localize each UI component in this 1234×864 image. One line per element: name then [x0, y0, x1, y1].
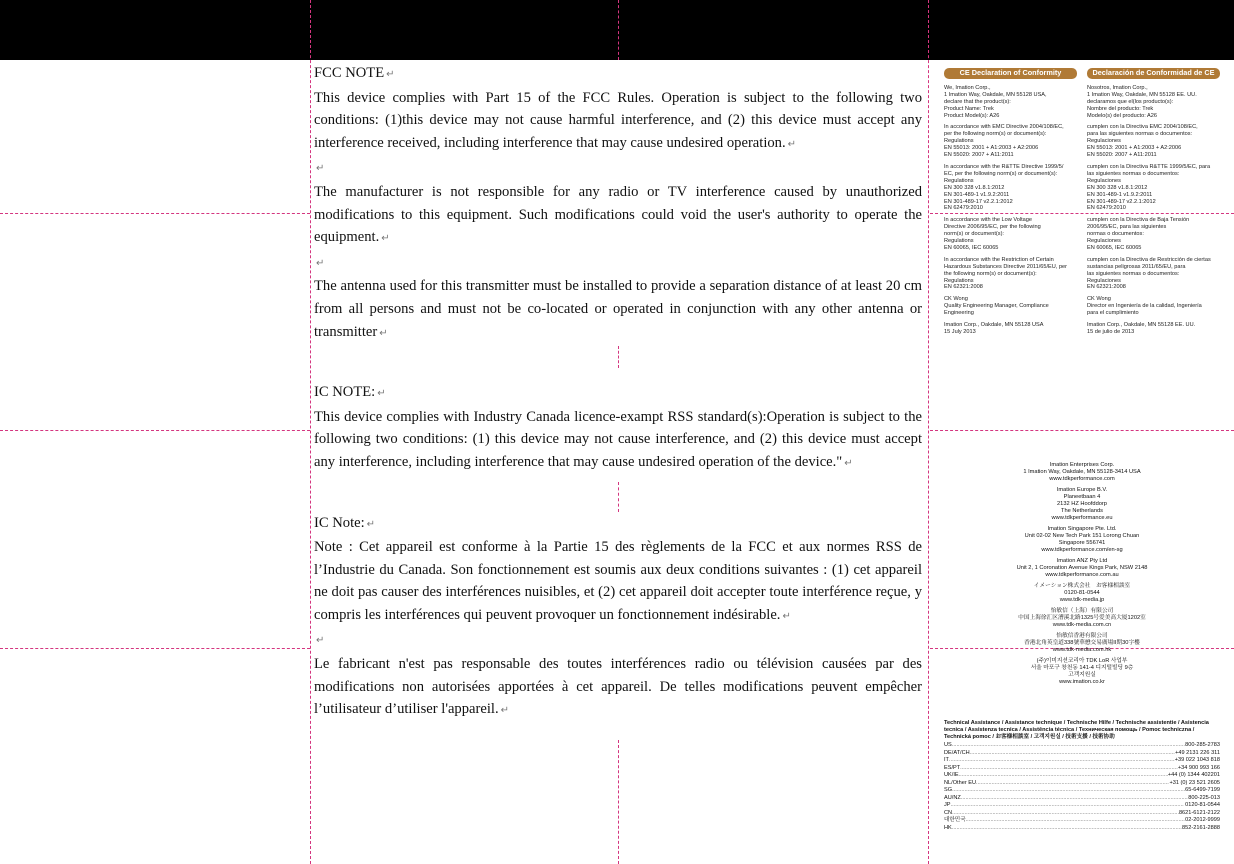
phone-row — [944, 817, 1220, 825]
company-addresses — [944, 462, 1220, 690]
fcc-note-title: FCC NOTE ↵ — [314, 65, 395, 81]
paragraph-mark: ↵ — [782, 610, 791, 622]
phone-region: DE/AT/CH — [944, 749, 970, 756]
phone-number: 0120-81-0544 — [1185, 802, 1220, 808]
phone-row — [944, 757, 1220, 765]
ce-header: CE Declaration of Conformity — [944, 68, 1077, 79]
paragraph-mark: ↵ — [366, 518, 376, 530]
guide-line-horizontal — [0, 648, 310, 649]
phone-number: 800-285-2783 — [1185, 742, 1220, 748]
ce-block: Imation Corp., Oakdale, MN 55128 EE. UU. 15 de julio de 2013 — [1087, 322, 1196, 335]
phone-number: +34 900 993 166 — [1177, 764, 1220, 771]
phone-region: HK — [944, 824, 952, 831]
phone-number: +39 022 1043 818 — [1174, 757, 1220, 763]
ce-block: cumplen con la Directiva de Baja Tensión 2006/95/EC, para las siguientes normas o documentos: Regulaciones EN 60065, IEC 60065 — [1087, 217, 1190, 251]
ce-block: In accordance with the Low Voltage Directive 2006/95/EC, per the following norm(s) or document(s): Regulations EN 60065, IEC 60065 — [944, 217, 1041, 251]
phone-row — [944, 772, 1220, 780]
phone-region: JP — [944, 802, 951, 808]
phone-number: 800-225-013 — [1188, 794, 1220, 801]
guide-line-vertical — [618, 0, 619, 60]
paragraph-mark: ↵ — [316, 257, 325, 269]
ce-block: We, Imation Corp., 1 Imation Way, Oakdale, MN 55128 USA, declare that the product(s): Product Name: Trek Product Model(s): A26 — [944, 84, 1047, 119]
phone-number: +49 2131 226 311 — [1175, 749, 1220, 756]
paragraph-mark: ↵ — [316, 635, 325, 647]
fcc-note-paragraph: The manufacturer is not responsible for any radio or TV interference caused by unauthorized modifications to this equipment. Such modifications could void the user's authority to operate the equipment. ↵ — [314, 183, 922, 246]
ic-note-title: IC NOTE: ↵ — [314, 384, 386, 401]
phone-row — [944, 795, 1220, 803]
address-block: Imation Singapore Pte. Ltd. Unit 02-02 New Tech Park 151 Lorong Chuan Singapore 556741 www.tdkperformance.com/en-sg — [1024, 526, 1140, 553]
empty-paragraph — [314, 156, 922, 181]
phone-number: 852-2161-2888 — [1182, 824, 1220, 831]
regulatory-notes — [314, 62, 922, 723]
ce-block: CK Wong Quality Engineering Manager, Compliance Engineering — [944, 296, 1049, 317]
ce-block: In accordance with the R&TTE Directive 1999/5/ EC, per the following norm(s) or document(s): Regulations EN 300 328 v1.8.1:2012 EN 301-489-1 v1.9.2:2011 EN 301-489-17 v2.2.1:2012 EN 62479:2010 — [944, 163, 1064, 212]
ce-block: cumplen con la Directiva EMC 2004/108/EC, para las siguientes normas o documentos: Regulaciones EN 55013: 2001 + A1:2003 + A2:2006 EN 55020: 2007 + A11:2011 — [1087, 124, 1198, 159]
ce-declaration-spanish — [1087, 68, 1220, 341]
phone-number: +44 (0) 1344 402201 — [1167, 772, 1220, 778]
ic-note-fr-title: IC Note: ↵ — [314, 514, 376, 531]
fcc-note-paragraph: This device complies with Part 15 of the FCC Rules. Operation is subject to the following two conditions: (1)this device may not cause harmful interference, and (2) this device must accept any interference received, including interference that may cause undesired operation. ↵ — [314, 89, 922, 151]
phone-region: IT — [944, 757, 949, 763]
ce-declarations — [944, 68, 1220, 341]
address-block: 怡敏信香港有限公司 香港北角英皇道338號華懋交易廣場II期30字樓 www.tdk-media.com.hk — [1024, 633, 1140, 653]
ic-note-paragraph: This device complies with Industry Canada licence-exampt RSS standard(s):Operation is subject to the following two conditions: (1) this device may not cause interference, and (2) this device must accept any interference, including interference that may cause undesired operation of the device." ↵ — [314, 408, 922, 470]
phone-region: UK/IE — [944, 772, 959, 778]
empty-paragraph — [314, 628, 922, 653]
ce-block: In accordance with EMC Directive 2004/108/EC, per the following norm(s) or document(s): Regulations EN 55013: 2001 + A1:2003 + A2:2006 EN 55020: 2007 + A11:2011 — [944, 124, 1064, 159]
paragraph-mark: ↵ — [386, 69, 395, 80]
phone-number: +31 (0) 23 521 2605 — [1169, 779, 1220, 786]
empty-paragraph — [314, 251, 922, 276]
ce-block: Nosotros, Imation Corp., 1 Imation Way, Oakdale, MN 55128 EE. UU. declaramos que el(los producto(s): Nombre del producto: Trek Modelo(s) del producto: A26 — [1087, 84, 1197, 119]
ce-block: CK Wong Director en Ingeniería de la calidad, Ingeniería para el cumplimiento — [1087, 296, 1202, 317]
technical-assistance-title: Technical Assistance / Assistance technique / Technische Hilfe / Technische assistentie / Asistencia tecnica / Assistenza tecnica / Assistência técnica / Техническая помощь / Pomoc techniczna / Technická pomoc / お客様相談室 / 고객지원실 / 技術支援 / 技術协助 — [944, 720, 1209, 740]
ce-declaration-english — [944, 68, 1077, 341]
ic-note-fr-paragraph: Le fabricant n'est pas responsable des toutes interférences radio ou télévision causées par des modifications non autorisées apportées à cet appareil. De telles modifications peuvent empêcher l’utilisateur d’utiliser l'appareil. ↵ — [314, 656, 922, 718]
address-block: (주)이미지션코리아 TDK LoR 사업부 서울 마포구 창천동 141-4 디지털빌딩 9층 고객지원실 www.imation.co.kr — [1030, 658, 1134, 685]
phone-region: NL/Other EU — [944, 779, 977, 786]
phone-row — [944, 802, 1220, 810]
paragraph-mark: ↵ — [381, 233, 390, 245]
address-block: Imation ANZ Pty Ltd Unit 2, 1 Coronation Avenue Kings Park, NSW 2148 www.tdkperformance.com.au — [1016, 558, 1148, 578]
guide-line-horizontal — [930, 430, 1234, 431]
paragraph-mark: ↵ — [500, 705, 509, 717]
phone-number: 8621-6121-2122 — [1178, 809, 1220, 816]
phone-row — [944, 765, 1220, 773]
ce-block: cumplen con la Directiva R&TTE 1999/5/EC, para las siguientes normas o documentos: Regulaciones EN 300 328 v1.8.1:2012 EN 301-489-1 v1.9.2:2011 EN 301-489-17 v2.2.1:2012 EN 62479:2010 — [1087, 163, 1211, 212]
phone-row — [944, 825, 1220, 833]
phone-number: 02-2012-9999 — [1185, 817, 1220, 823]
phone-region: US — [944, 742, 952, 748]
phone-row — [944, 787, 1220, 795]
phone-row — [944, 742, 1220, 750]
address-block: イメーション株式会社 お客様相談室 0120-81-0544 www.tdk-media.jp — [1033, 583, 1131, 603]
ce-block: In accordance with the Restriction of Certain Hazardous Substances Directive 2011/65/EU, per the following norm(s) or document(s): Regulations EN 62321:2008 — [944, 256, 1068, 291]
paragraph-mark: ↵ — [844, 457, 853, 469]
paragraph-mark: ↵ — [377, 388, 386, 400]
guide-line-vertical — [928, 0, 929, 864]
phone-row — [944, 750, 1220, 758]
phone-region: AU/NZ — [944, 794, 961, 801]
guide-line-vertical — [310, 0, 311, 864]
phone-region: 대한민국 — [944, 817, 966, 823]
guide-line-vertical — [618, 740, 619, 864]
fcc-note-paragraph: The antenna used for this transmitter must be installed to provide a separation distance of at least 20 cm from all persons and must not be co-located or operated in conjunction with any other antenna or transmitter ↵ — [314, 278, 922, 340]
ce-block: Imation Corp., Oakdale, MN 55128 USA 15 July 2013 — [944, 322, 1044, 335]
ic-note-fr-paragraph: Note : Cet appareil est conforme à la Partie 15 des règlements de la FCC et aux normes RSS de l’Industrie du Canada. Son fonctionnement est soumis aux deux conditions suivantes : (1) cet appareil ne doit pas causer des interférences nuisibles, et (2) cet appareil doit accepter toute interférence reçue, y compris les interférences qui peuvent provoquer un fonctionnement indésirable. ↵ — [314, 539, 922, 623]
phone-region: CN — [944, 809, 953, 816]
paragraph-mark: ↵ — [316, 163, 325, 175]
ce-header: Declaración de Conformidad de CE — [1087, 68, 1220, 79]
guide-line-horizontal — [0, 213, 310, 214]
paragraph-mark: ↵ — [787, 138, 797, 150]
address-block: Imation Europe B.V. Planeetbaan 4 2132 HZ Hoofddorp The Netherlands www.tdkperformance.eu — [1051, 487, 1113, 521]
address-block: Imation Enterprises Corp. 1 Imation Way, Oakdale, MN 55128-3414 USA www.tdkperformance.com — [1023, 462, 1141, 482]
guide-line-horizontal — [0, 430, 310, 431]
phone-region: SG — [944, 787, 953, 793]
technical-assistance — [944, 720, 1220, 832]
top-black-bar — [0, 0, 1234, 60]
paragraph-mark: ↵ — [379, 327, 388, 339]
phone-region: ES/PT — [944, 764, 961, 771]
phone-row — [944, 810, 1220, 818]
phone-row — [944, 780, 1220, 788]
address-block: 怡敏信（上海）有限公司 中国上海徐汇区漕溪北路1325号爱美高大厦1202室 www.tdk-media.com.cn — [1018, 608, 1146, 628]
ce-block: cumplen con la Directiva de Restricción de ciertas sustancias peligrosas 2011/65/EU, para las siguientes normas o documentos: Regulaciones EN 62321:2008 — [1087, 256, 1211, 291]
phone-number: 65-6499-7199 — [1185, 787, 1220, 793]
